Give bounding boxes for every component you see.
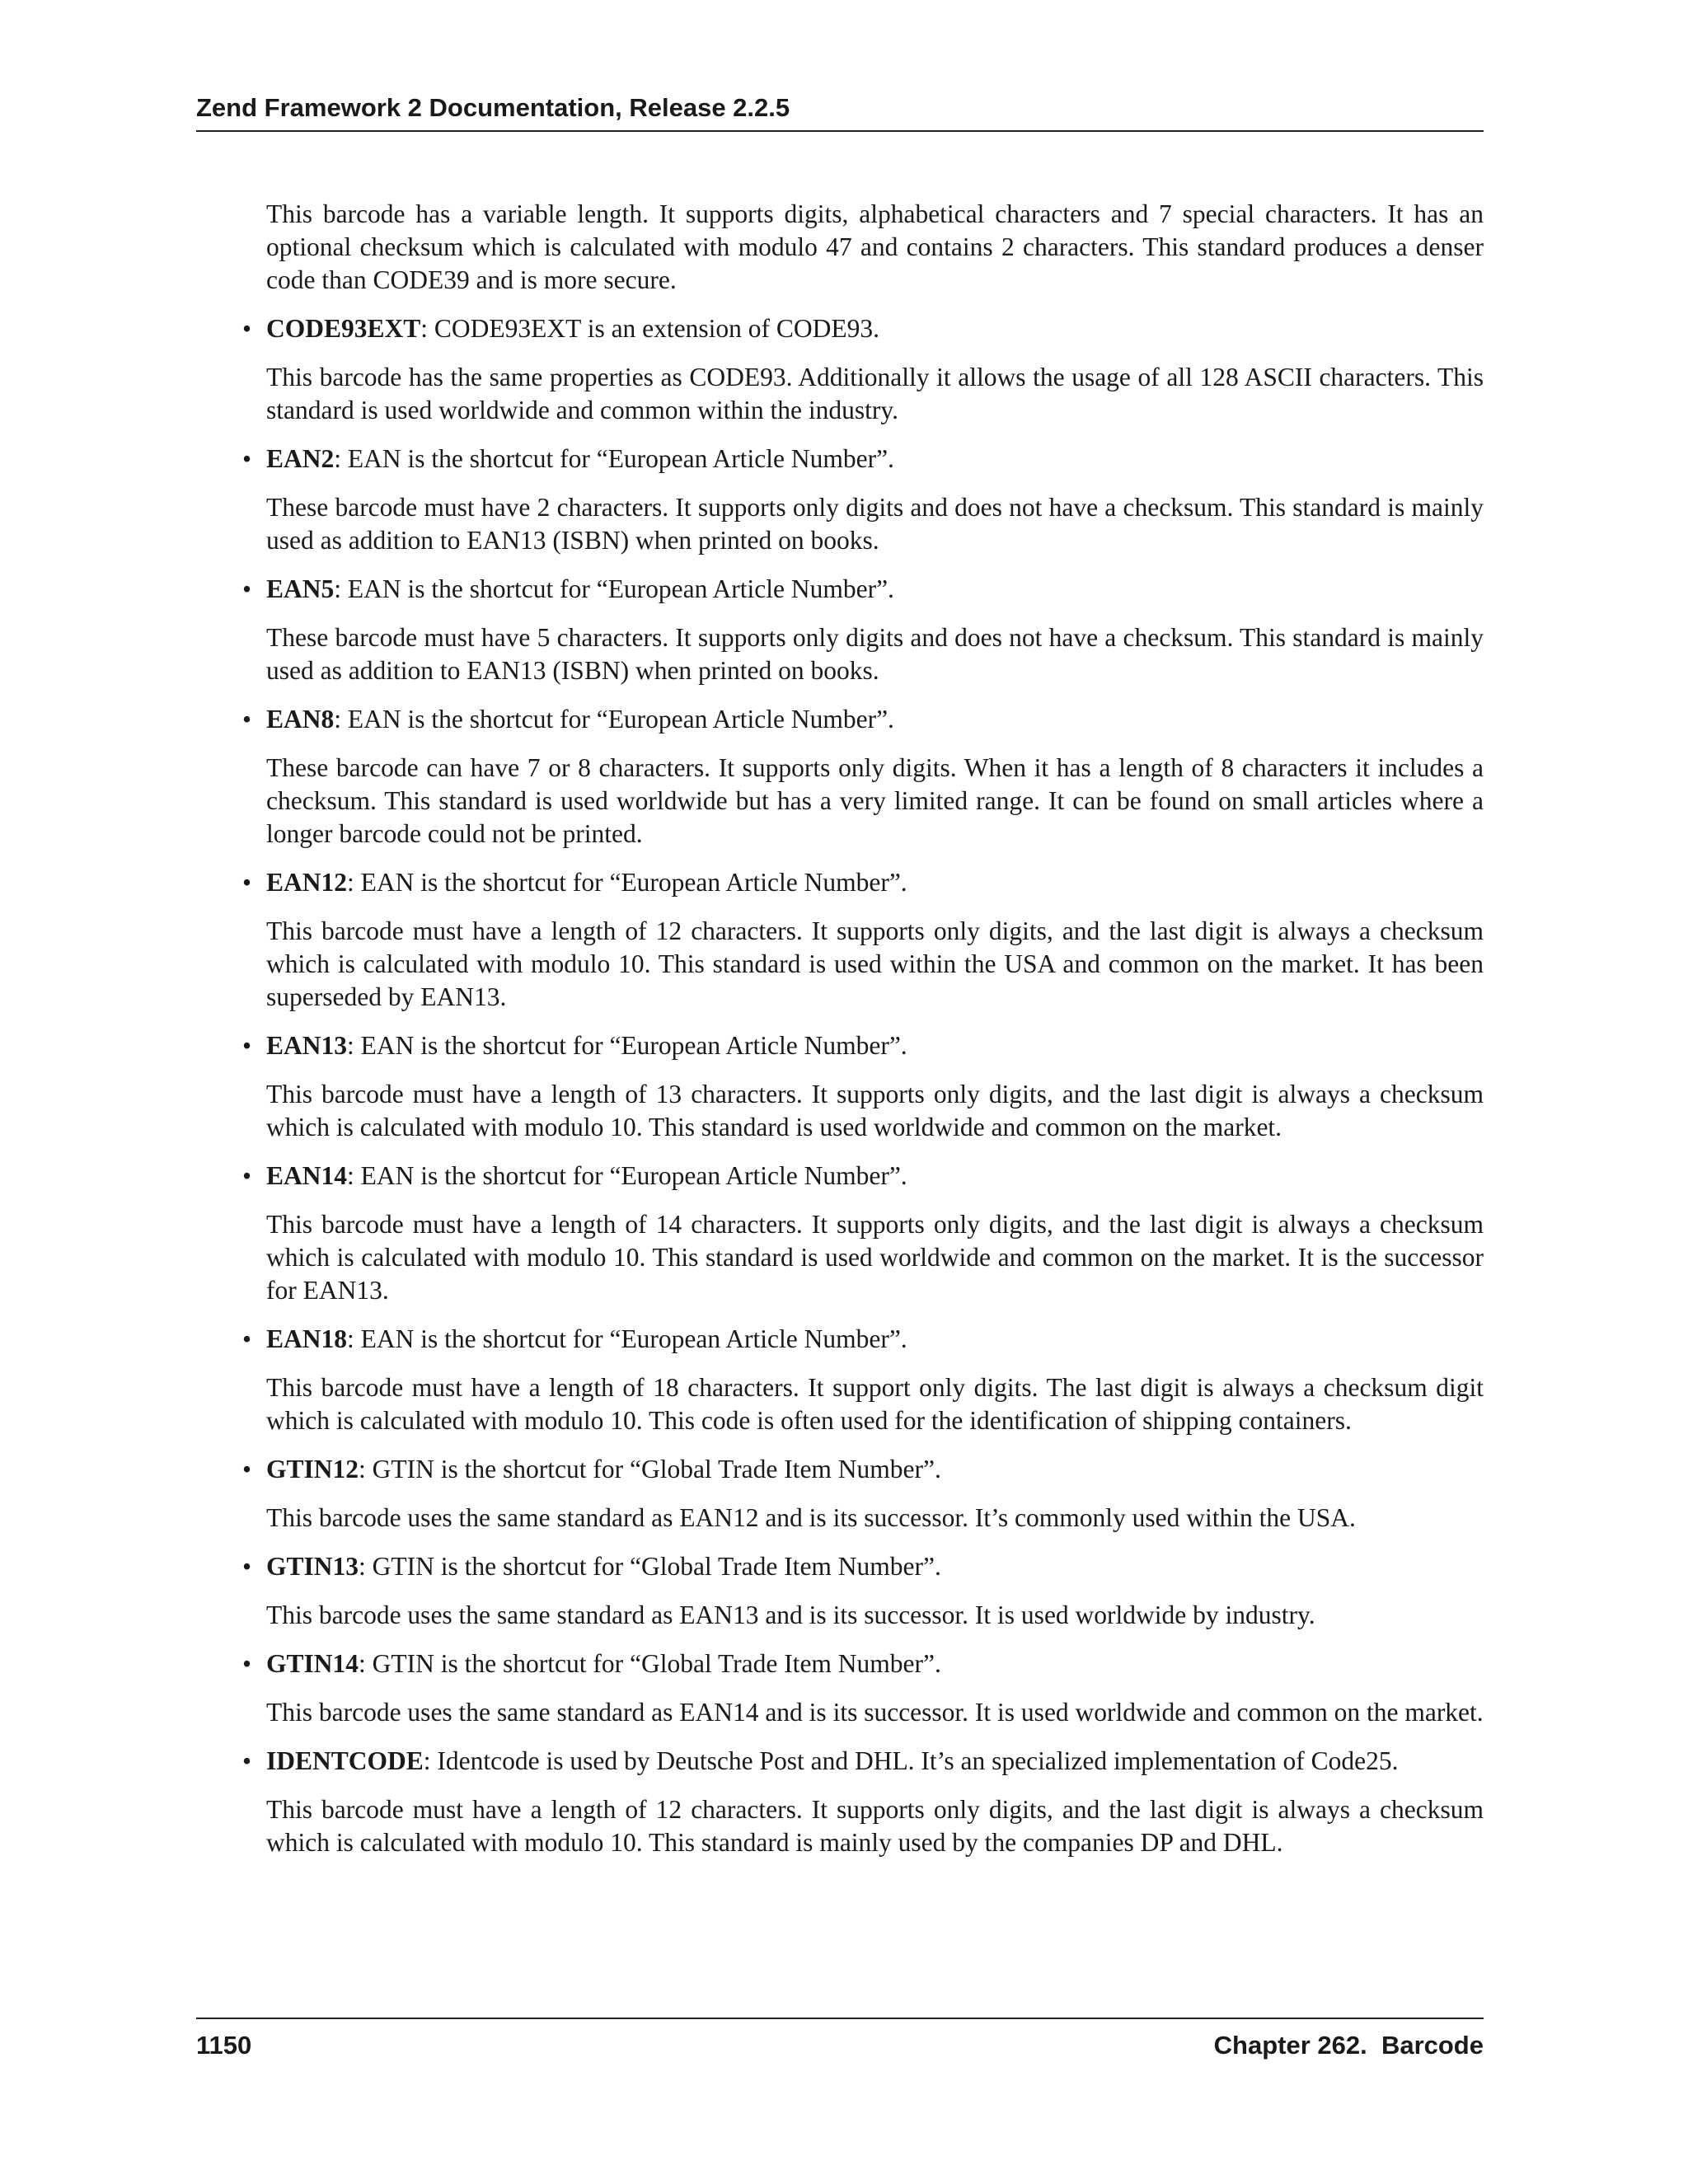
barcode-summary: : EAN is the shortcut for “European Article Number”. bbox=[347, 1031, 907, 1060]
barcode-term: EAN5 bbox=[266, 574, 335, 603]
bullet-icon: • bbox=[242, 1161, 252, 1190]
barcode-description: This barcode uses the same standard as EAN14 and is its successor. It is used worldwide and common on the market. bbox=[266, 1698, 1484, 1727]
page-number: 1150 bbox=[196, 2031, 252, 2060]
list-item bbox=[242, 443, 1484, 476]
bullet-icon: • bbox=[242, 1552, 252, 1581]
barcode-summary: : EAN is the shortcut for “European Article Number”. bbox=[334, 705, 894, 733]
barcode-entry bbox=[242, 1323, 1484, 1437]
barcode-summary: : EAN is the shortcut for “European Article Number”. bbox=[347, 1161, 907, 1190]
barcode-term: EAN2 bbox=[266, 444, 335, 473]
barcode-entry bbox=[242, 866, 1484, 1014]
barcode-summary: : GTIN is the shortcut for “Global Trade Item Number”. bbox=[359, 1649, 941, 1678]
barcode-term: GTIN13 bbox=[266, 1552, 359, 1581]
bullet-icon: • bbox=[242, 314, 252, 343]
barcode-term: EAN12 bbox=[266, 868, 348, 897]
page-header bbox=[196, 91, 1484, 132]
barcode-description: This barcode must have a length of 12 characters. It supports only digits, and the last digit is always a checksum which is calculated with modulo 10. This standard is mainly used by the companies DP and DHL. bbox=[266, 1795, 1484, 1857]
barcode-entry bbox=[242, 703, 1484, 851]
list-item bbox=[242, 1029, 1484, 1062]
list-item bbox=[242, 1647, 1484, 1680]
list-item bbox=[242, 1453, 1484, 1486]
chapter-title: Chapter 262. Barcode bbox=[1213, 2031, 1484, 2060]
barcode-type-list bbox=[242, 312, 1484, 1859]
barcode-term: EAN13 bbox=[266, 1031, 348, 1060]
bullet-icon: • bbox=[242, 1324, 252, 1353]
barcode-term: CODE93EXT bbox=[266, 314, 421, 343]
barcode-summary: : EAN is the shortcut for “European Article Number”. bbox=[334, 574, 894, 603]
page-footer bbox=[196, 2018, 1484, 2060]
barcode-summary: : EAN is the shortcut for “European Article Number”. bbox=[347, 1324, 907, 1353]
bullet-icon: • bbox=[242, 574, 252, 603]
bullet-icon: • bbox=[242, 1649, 252, 1678]
document-title: Zend Framework 2 Documentation, Release 2.2.5 bbox=[196, 93, 790, 122]
barcode-summary: : GTIN is the shortcut for “Global Trade Item Number”. bbox=[359, 1455, 941, 1483]
list-item bbox=[242, 573, 1484, 606]
barcode-description: This barcode must have a length of 13 characters. It supports only digits, and the last digit is always a checksum which is calculated with modulo 10. This standard is used worldwide and common on the market. bbox=[266, 1080, 1484, 1141]
barcode-entry bbox=[242, 1453, 1484, 1535]
barcode-term: IDENTCODE bbox=[266, 1746, 424, 1775]
barcode-summary: : EAN is the shortcut for “European Article Number”. bbox=[347, 868, 907, 897]
barcode-entry bbox=[242, 1647, 1484, 1729]
barcode-summary: : GTIN is the shortcut for “Global Trade Item Number”. bbox=[359, 1552, 941, 1581]
barcode-description: These barcode must have 5 characters. It supports only digits and does not have a checksum. This standard is mainly used as addition to EAN13 (ISBN) when printed on books. bbox=[266, 623, 1484, 685]
barcode-entry bbox=[242, 443, 1484, 557]
barcode-entry bbox=[242, 312, 1484, 427]
bullet-icon: • bbox=[242, 1746, 252, 1775]
barcode-entry bbox=[242, 1029, 1484, 1144]
bullet-icon: • bbox=[242, 444, 252, 473]
barcode-description: This barcode uses the same standard as EAN13 and is its successor. It is used worldwide by industry. bbox=[266, 1601, 1315, 1629]
list-item bbox=[242, 312, 1484, 345]
barcode-entry bbox=[242, 573, 1484, 687]
barcode-description: This barcode uses the same standard as EAN12 and is its successor. It’s commonly used within the USA. bbox=[266, 1503, 1356, 1532]
barcode-summary: : EAN is the shortcut for “European Article Number”. bbox=[334, 444, 894, 473]
list-item bbox=[242, 1745, 1484, 1778]
barcode-description: These barcode can have 7 or 8 characters. It supports only digits. When it has a length of 8 characters it includes a checksum. This standard is used worldwide but has a very limited range. It can be found on small articles where a longer barcode could not be printed. bbox=[266, 753, 1484, 848]
barcode-description: This barcode has the same properties as CODE93. Additionally it allows the usage of all 128 ASCII characters. This standard is used worldwide and common within the industry. bbox=[266, 363, 1484, 424]
bullet-icon: • bbox=[242, 1031, 252, 1060]
list-item bbox=[242, 1550, 1484, 1583]
barcode-description: This barcode must have a length of 14 characters. It supports only digits, and the last digit is always a checksum which is calculated with modulo 10. This standard is used worldwide and common on the market. It is the successor for EAN13. bbox=[266, 1210, 1484, 1305]
bullet-icon: • bbox=[242, 1455, 252, 1483]
barcode-description: These barcode must have 2 characters. It supports only digits and does not have a checksum. This standard is mainly used as addition to EAN13 (ISBN) when printed on books. bbox=[266, 493, 1484, 555]
barcode-term: GTIN12 bbox=[266, 1455, 359, 1483]
list-item bbox=[242, 1323, 1484, 1356]
barcode-description: This barcode must have a length of 12 characters. It supports only digits, and the last digit is always a checksum which is calculated with modulo 10. This standard is used within the USA and common on the market. It has been superseded by EAN13. bbox=[266, 916, 1484, 1011]
page-content bbox=[242, 198, 1484, 1875]
barcode-entry bbox=[242, 1160, 1484, 1307]
barcode-term: EAN14 bbox=[266, 1161, 348, 1190]
list-item bbox=[242, 866, 1484, 899]
barcode-entry bbox=[242, 1550, 1484, 1632]
list-item bbox=[242, 703, 1484, 736]
barcode-summary: : CODE93EXT is an extension of CODE93. bbox=[420, 314, 880, 343]
barcode-summary: : Identcode is used by Deutsche Post and DHL. It’s an specialized implementation of Code25. bbox=[423, 1746, 1399, 1775]
barcode-term: EAN18 bbox=[266, 1324, 348, 1353]
intro-paragraph: This barcode has a variable length. It supports digits, alphabetical characters and 7 special characters. It has an optional checksum which is calculated with modulo 47 and contains 2 characters. This standard produces a denser code than CODE39 and is more secure. bbox=[266, 199, 1484, 294]
barcode-term: EAN8 bbox=[266, 705, 335, 733]
bullet-icon: • bbox=[242, 705, 252, 733]
barcode-description: This barcode must have a length of 18 characters. It support only digits. The last digit is always a checksum digit which is calculated with modulo 10. This code is often used for the identification of shipping containers. bbox=[266, 1373, 1484, 1435]
barcode-term: GTIN14 bbox=[266, 1649, 359, 1678]
list-item bbox=[242, 1160, 1484, 1193]
barcode-entry bbox=[242, 1745, 1484, 1859]
bullet-icon: • bbox=[242, 868, 252, 897]
